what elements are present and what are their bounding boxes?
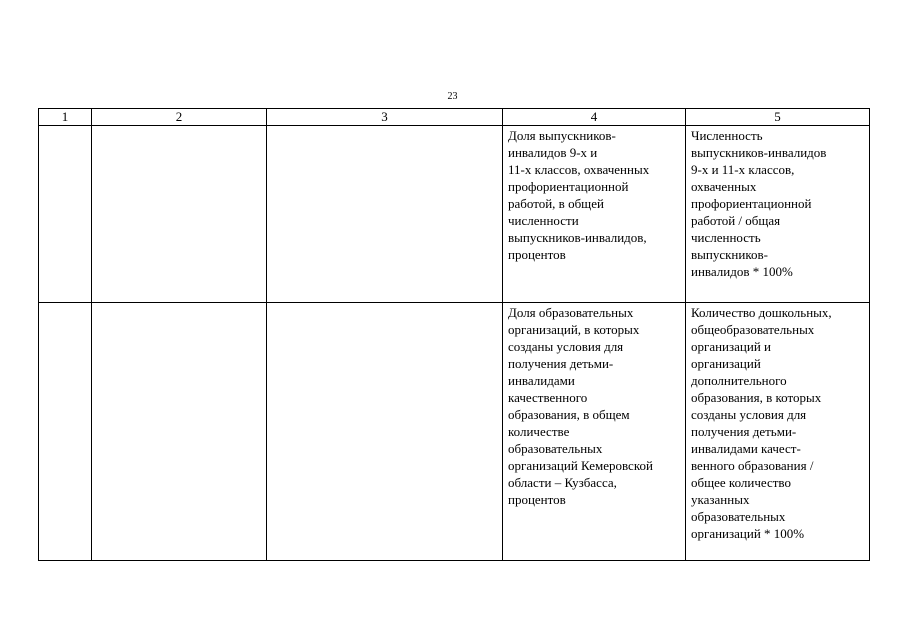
cell-col1 <box>39 303 92 561</box>
indicator-table <box>38 108 870 561</box>
cell-indicator-name <box>503 126 686 303</box>
calculation-method-text: Численность выпускников-инвалидов 9-х и 11-х классов, охваченных профориентационной работой / общая численность выпускников- инвалидов * 100% <box>691 128 827 279</box>
table-row <box>39 126 870 303</box>
cell-calculation-method <box>686 126 870 303</box>
cell-col3 <box>267 126 503 303</box>
table-header-row <box>39 109 870 126</box>
cell-col3 <box>267 303 503 561</box>
column-header-2: 2 <box>92 109 267 126</box>
cell-col2 <box>92 303 267 561</box>
table-row <box>39 303 870 561</box>
column-header-5: 5 <box>686 109 870 126</box>
cell-indicator-name <box>503 303 686 561</box>
indicator-name-text: Доля выпускников- инвалидов 9-х и 11-х классов, охваченных профориентационной работой, в общей численности выпускников-инвалидов, процентов <box>508 128 650 262</box>
calculation-method-text: Количество дошкольных, общеобразовательных организаций и организаций дополнительного образования, в которых созданы условия для получения детьми- инвалидами качест- венного образования / общее количество указанных образовательных организаций * 100% <box>691 305 832 541</box>
indicator-name-text: Доля образовательных организаций, в которых созданы условия для получения детьми- инвалидами качественного образования, в общем количестве образовательных организаций Кемеровской области – Кузбасса, процентов <box>508 305 653 507</box>
page-number: 23 <box>447 91 458 102</box>
column-header-3: 3 <box>267 109 503 126</box>
cell-col1 <box>39 126 92 303</box>
cell-calculation-method <box>686 303 870 561</box>
column-header-4: 4 <box>503 109 686 126</box>
column-header-1: 1 <box>39 109 92 126</box>
cell-col2 <box>92 126 267 303</box>
